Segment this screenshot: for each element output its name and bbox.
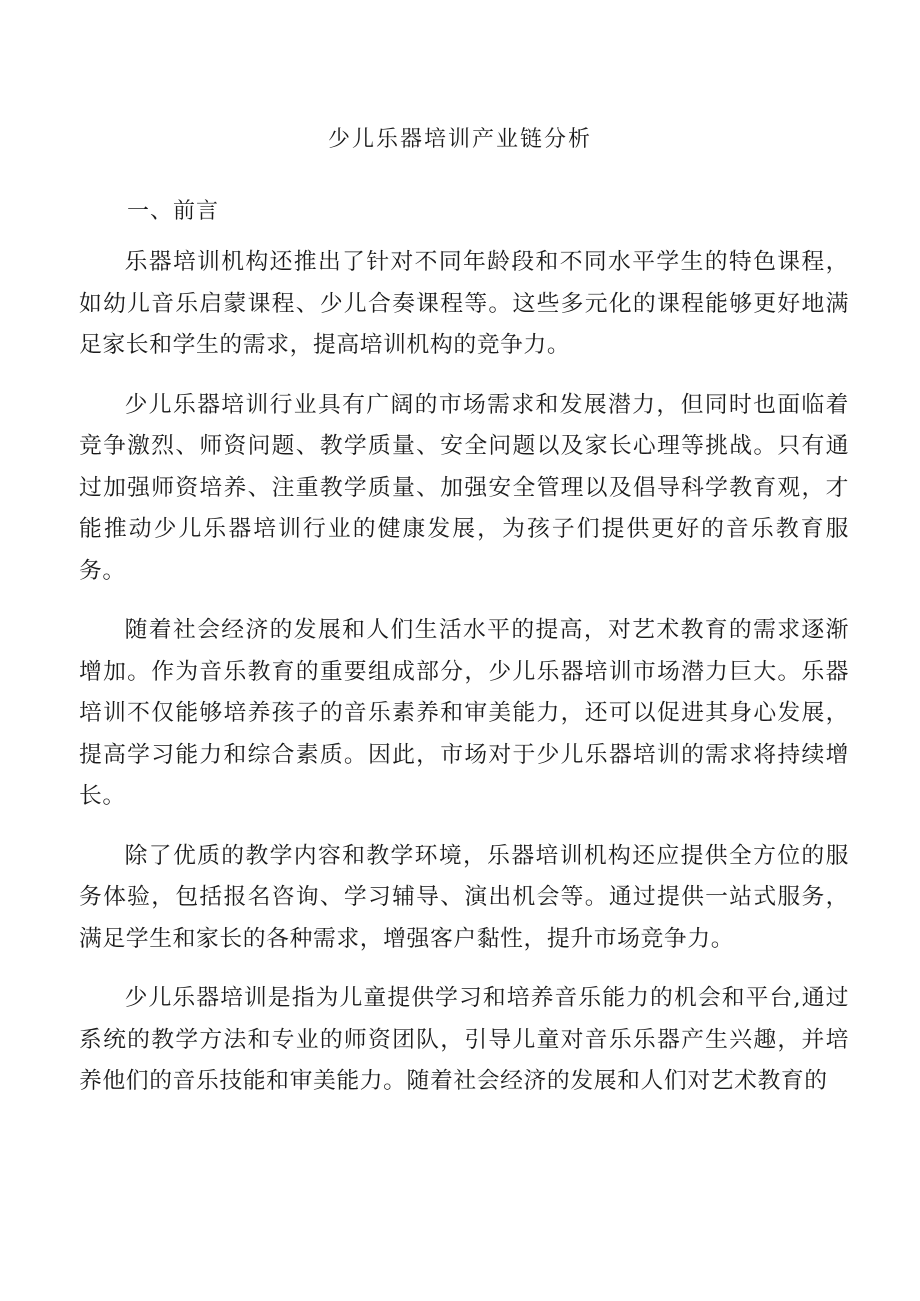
section-heading: 一、前言: [127, 199, 220, 224]
paragraph: 乐器培训机构还推出了针对不同年龄段和不同水平学生的特色课程，如幼儿音乐启蒙课程、少儿合奏课程等。这些多元化的课程能够更好地满足家长和学生的需求，提高培训机构的竞争力。: [79, 249, 849, 358]
paragraph: 随着社会经济的发展和人们生活水平的提高，对艺术教育的需求逐渐增加。作为音乐教育的重要组成部分，少儿乐器培训市场潜力巨大。乐器培训不仅能够培养孩子的音乐素养和审美能力，还可以促进其身心发展，提高学习能力和综合素质。因此，市场对于少儿乐器培训的需求将持续增长。: [79, 617, 849, 809]
paragraph: 除了优质的教学内容和教学环境，乐器培训机构还应提供全方位的服务体验，包括报名咨询、学习辅导、演出机会等。通过提供一站式服务，满足学生和家长的各种需求，增强客户黏性，提升市场竞争力。: [79, 842, 849, 952]
paragraph: 少儿乐器培训行业具有广阔的市场需求和发展潜力，但同时也面临着竞争激烈、师资问题、教学质量、安全问题以及家长心理等挑战。只有通过加强师资培养、注重教学质量、加强安全管理以及倡导科学教育观，才能推动少儿乐器培训行业的健康发展，为孩子们提供更好的音乐教育服务。: [79, 391, 849, 584]
document-body: [79, 242, 849, 1121]
paragraph: 少儿乐器培训是指为儿童提供学习和培养音乐能力的机会和平台,通过系统的教学方法和专业的师资团队，引导儿童对音乐乐器产生兴趣，并培养他们的音乐技能和审美能力。随着社会经济的发展和人们对艺术教育的: [79, 985, 849, 1094]
document-title: 少儿乐器培训产业链分析: [327, 127, 592, 152]
